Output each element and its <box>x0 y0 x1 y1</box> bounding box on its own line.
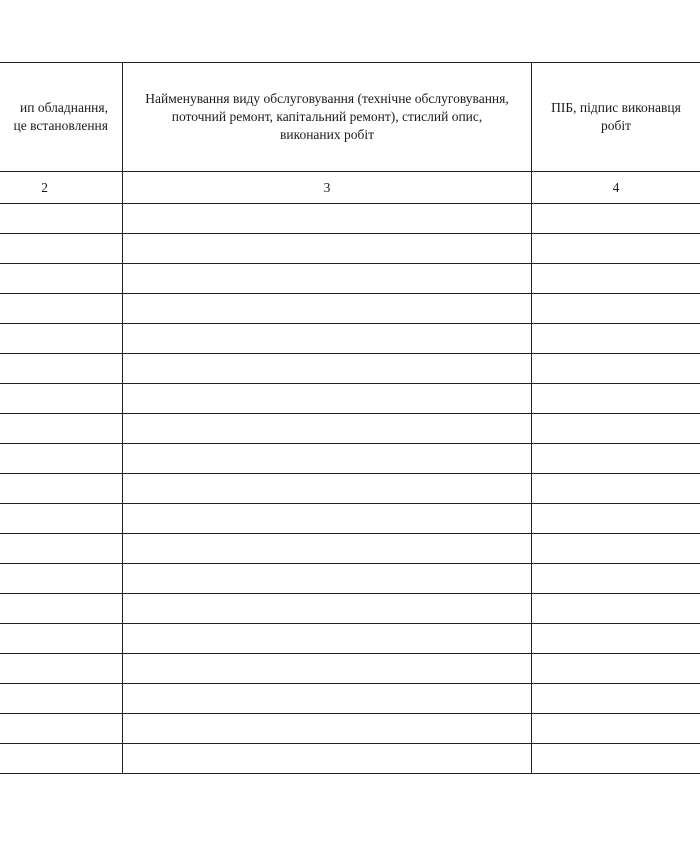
cell-equipment-type[interactable] <box>0 624 123 654</box>
cell-executor[interactable] <box>532 624 700 654</box>
table-row <box>0 654 700 684</box>
cell-executor[interactable] <box>532 594 700 624</box>
cell-executor[interactable] <box>532 414 700 444</box>
cell-executor[interactable] <box>532 654 700 684</box>
cell-executor[interactable] <box>532 384 700 414</box>
cell-equipment-type[interactable] <box>0 474 123 504</box>
cell-service-type[interactable] <box>123 294 532 324</box>
column-number-4: 4 <box>532 172 700 204</box>
cell-service-type[interactable] <box>123 354 532 384</box>
column-number-row <box>0 172 700 204</box>
cell-executor[interactable] <box>532 354 700 384</box>
table-row <box>0 294 700 324</box>
cell-executor[interactable] <box>532 204 700 234</box>
table-row <box>0 564 700 594</box>
table-row <box>0 504 700 534</box>
cell-executor[interactable] <box>532 534 700 564</box>
header-row <box>0 63 700 172</box>
cell-executor[interactable] <box>532 264 700 294</box>
table-row <box>0 534 700 564</box>
cell-executor[interactable] <box>532 684 700 714</box>
cell-service-type[interactable] <box>123 624 532 654</box>
cell-equipment-type[interactable] <box>0 654 123 684</box>
cell-executor[interactable] <box>532 444 700 474</box>
cell-equipment-type[interactable] <box>0 564 123 594</box>
table-row <box>0 684 700 714</box>
table-row <box>0 624 700 654</box>
table-row <box>0 264 700 294</box>
cell-service-type[interactable] <box>123 504 532 534</box>
column-number-2-text: 2 <box>41 179 48 195</box>
cell-equipment-type[interactable] <box>0 264 123 294</box>
column-number-2 <box>0 172 123 204</box>
cell-equipment-type[interactable] <box>0 234 123 264</box>
cell-executor[interactable] <box>532 234 700 264</box>
maintenance-log-table <box>0 62 700 774</box>
table-row <box>0 414 700 444</box>
table-row <box>0 474 700 504</box>
header-service-type <box>123 63 532 172</box>
table-row <box>0 204 700 234</box>
cell-equipment-type[interactable] <box>0 294 123 324</box>
cell-service-type[interactable] <box>123 414 532 444</box>
cell-equipment-type[interactable] <box>0 414 123 444</box>
cell-equipment-type[interactable] <box>0 744 123 774</box>
cell-executor[interactable] <box>532 504 700 534</box>
header-service-type-text: Найменування виду обслуговування (технічне обслуговування, поточний ремонт, капітальний ремонт), стислий опис, виконаних робіт <box>145 91 509 142</box>
cell-service-type[interactable] <box>123 264 532 294</box>
header-equipment-type-line2: це встановлення <box>13 118 108 133</box>
cell-service-type[interactable] <box>123 444 532 474</box>
cell-service-type[interactable] <box>123 714 532 744</box>
cell-equipment-type[interactable] <box>0 384 123 414</box>
cell-service-type[interactable] <box>123 324 532 354</box>
table-row <box>0 384 700 414</box>
cell-service-type[interactable] <box>123 564 532 594</box>
cell-service-type[interactable] <box>123 384 532 414</box>
table-row <box>0 354 700 384</box>
cell-executor[interactable] <box>532 714 700 744</box>
table-row <box>0 324 700 354</box>
cell-equipment-type[interactable] <box>0 324 123 354</box>
header-executor <box>532 63 700 172</box>
cell-equipment-type[interactable] <box>0 534 123 564</box>
cell-service-type[interactable] <box>123 204 532 234</box>
header-equipment-type <box>0 63 123 172</box>
cell-service-type[interactable] <box>123 534 532 564</box>
log-body <box>0 204 700 774</box>
cell-equipment-type[interactable] <box>0 204 123 234</box>
cell-service-type[interactable] <box>123 474 532 504</box>
header-executor-text: ПІБ, підпис виконавця робіт <box>551 100 681 133</box>
cell-executor[interactable] <box>532 474 700 504</box>
cell-executor[interactable] <box>532 744 700 774</box>
header-equipment-type-line1: ип обладнання, <box>20 100 108 115</box>
table-row <box>0 714 700 744</box>
column-number-3: 3 <box>123 172 532 204</box>
cell-equipment-type[interactable] <box>0 354 123 384</box>
cell-service-type[interactable] <box>123 594 532 624</box>
table-row <box>0 744 700 774</box>
cell-equipment-type[interactable] <box>0 714 123 744</box>
cell-service-type[interactable] <box>123 654 532 684</box>
table-row <box>0 444 700 474</box>
table-row <box>0 234 700 264</box>
cell-equipment-type[interactable] <box>0 444 123 474</box>
cell-executor[interactable] <box>532 564 700 594</box>
cell-executor[interactable] <box>532 324 700 354</box>
cell-service-type[interactable] <box>123 684 532 714</box>
table-row <box>0 594 700 624</box>
cell-equipment-type[interactable] <box>0 684 123 714</box>
cell-executor[interactable] <box>532 294 700 324</box>
cell-service-type[interactable] <box>123 744 532 774</box>
cell-equipment-type[interactable] <box>0 504 123 534</box>
cell-service-type[interactable] <box>123 234 532 264</box>
cell-equipment-type[interactable] <box>0 594 123 624</box>
